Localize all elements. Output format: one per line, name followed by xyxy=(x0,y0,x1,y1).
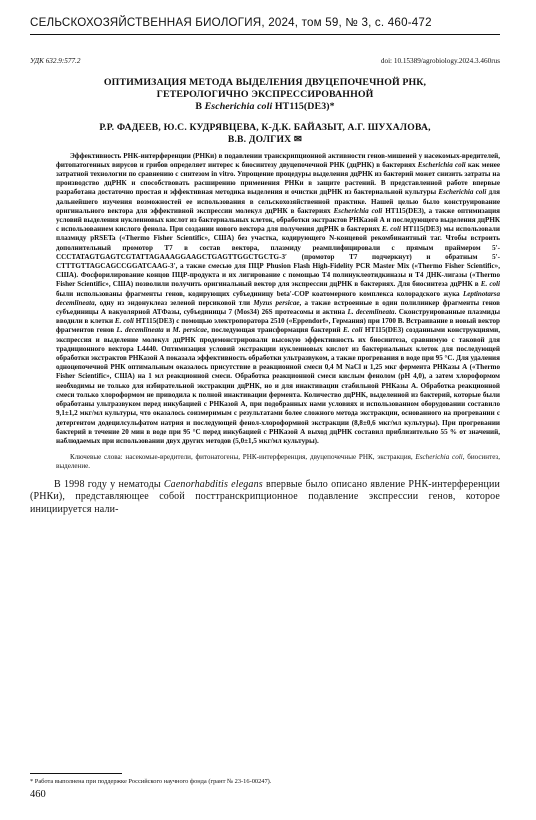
article-title xyxy=(30,77,500,114)
abstract-organism: Escherichia coli xyxy=(417,160,466,169)
abstract-organism: Leptinotarsa decemlineata xyxy=(56,289,500,307)
abstract-text: для дальнейшего изучения возможностей ее использования в сельскохозяйственной практике. Нашей целью было конструирование оригинального вектора для эффективной экспрессии молекул дцРНК в бактериях xyxy=(56,188,500,215)
body-organism: Caenorhabditis elegans xyxy=(163,478,263,490)
keywords-text: , биосинтез, выделение. xyxy=(56,453,500,471)
authors-line-2: В.В. ДОЛГИХ ✉ xyxy=(227,134,303,146)
authors xyxy=(30,122,500,147)
body-paragraph xyxy=(30,479,500,517)
abstract-organism: E. coli xyxy=(114,317,134,326)
abstract-text: HT115(DE3) мы использовали плазмиду pRSETa («Thermo Fisher Scientific», США) без участка, кодирующего N-концевой рекомбинантный таг. Чтобы встроить дополнительный промотор Т7 в состав вектора, плазмиду реамплифицировали с прямым праймером 5′-CCCTATAGTGAGTCGTATTAGAAAGGAAGCTGAGTTGGCTGCTG-3′ (промотор T7 подчеркнут) и обратным 5′-CTTTGTTAGCAGCCGGATCAAG-3′, а также смесью для ПЦР Phusion Flash High-Fidelity PCR Master Mix («Thermo Fisher Scientific», США). Фосфорилирование концов ПЦР-продукта и их лигирование с помощью Т4 полинуклеотидкиназы и Т4 ДНК-лигазы («Thermo Fisher Scientific», США) позволили получить оригинальный вектор для экспрессии дцРНК в бактериях. Для биосинтеза дцРНК в xyxy=(56,225,500,289)
abstract-organism: Escherichia coli xyxy=(333,206,383,215)
abstract-text: . Сконструированные плазмиды вводили в клетки xyxy=(56,308,501,326)
meta-row xyxy=(30,57,500,65)
abstract-organism: E. coli xyxy=(342,326,363,335)
keywords-organism: Escherichia coli xyxy=(415,453,463,462)
abstract xyxy=(56,152,500,447)
abstract-text: HT115(DE3), а также оптимизация условий выделения нуклеиновых кислот из бактериальных клеток, обработки экстрактов РНКазой А и последующего выделения дцРНК с использованием кислого фенола. При создании нового вектора для получения дцРНК в бактериях xyxy=(56,206,501,234)
body-text: впервые было описано явление РНК-интерференции (РНКи), представляющее собой посттранскрипционное подавление экспрессии генов, которое инициируется нали- xyxy=(30,478,500,515)
page xyxy=(30,16,500,516)
running-head: СЕЛЬСКОХОЗЯЙСТВЕННАЯ БИОЛОГИЯ, 2024, том 59, № 3, с. 460-472 xyxy=(30,16,500,35)
title-line-3 xyxy=(30,101,500,113)
keywords-text: Ключевые слова: насекомые-вредители, фитонатогены, РНК-интерференция, двуцепочечные РНК, экстракция, xyxy=(70,453,416,462)
footnote-divider xyxy=(30,773,122,774)
abstract-text: Эффективность РНК-интерференции (РНКи) в подавлении транскрипционной активности генов-мишеней у насекомых-вредителей, фитопатогенных вирусов и грибов определяет интерес к биосинтезу двуцепочечной РНК (дцРНК) в бактериях xyxy=(56,151,500,169)
abstract-text: как менее затратной технологии по сравнению с синтезом in vitro. Упрощение процедуры выделения дцРНК из бактерий может снизить затраты на производство дцРНК и способствовать расширению применения РНКи в защите растений. В представленной работе впервые разработана достаточно простая и эффективная методика выделения и очистки дцРНК из бактериальной культуры xyxy=(56,160,500,197)
abstract-organism: M. persicae xyxy=(172,326,208,335)
abstract-text: и xyxy=(163,326,173,335)
footnote: * Работа выполнена при поддержке Российского научного фонда (грант № 23-16-00247). xyxy=(30,778,272,785)
abstract-organism: L. decemlineata xyxy=(347,308,395,317)
title-line-2: ГЕТЕРОЛОГИЧНО ЭКСПРЕССИРОВАННОЙ xyxy=(156,89,374,101)
abstract-text: , а также встроенные в один полилинкер фрагменты генов субъединицы А вакуолярной АТФазы, субъединицы 7 (Mos34) 26S протеасомы и актина xyxy=(56,298,500,317)
authors-line-1: Р.Р. ФАДЕЕВ, Ю.С. КУДРЯВЦЕВА, К-Д.К. БАЙАЗЫТ, А.Г. ШУХАЛОВА, xyxy=(99,121,431,133)
title-prefix: В xyxy=(195,101,205,113)
udk-code: УДК 632.9:577.2 xyxy=(30,57,81,65)
abstract-organism: E. coli xyxy=(480,280,500,289)
abstract-text: HT115(DE3) созданными конструкциями, экспрессия и выделение молекул дцРНК продемонстрировали высокую эффективность их биосинтеза, сравнимую с таковой для традиционного вектора L4440. Оптимизация условий экстракции нуклеиновых кислот из бактериальных клеток для последующей обработки экстрактов РНКазой А показала эффективность обработки ультразвуком, а также прогревания в воде при 95 °С. Для удаления одноцепочечной РНК оптимальным оказалось присутствие в реакционной смеси 0,4 M NaCl и 1,25 мкг фермента РНКазы А («Thermo Fisher Scientific», США) на 1 мл реакционной смеси. Обработка реакционной смеси кислым фенолом (pH 4,0), а затем хлороформом необходимы не только для избирательной экстракции дцРНК, но и для инактивации стабильной РНКазы А. Обработка реакционной смеси только хлороформом не приводила к полной инактивации фермента. Количество дцРНК, выделенной из бактерий, которые были обработаны ультразвуком перед инкубацией с РНКазой А, при подобранных нами условиях и использованном оборудовании составило 9,1±1,2 мкг/мл культуры, что оказалось соизмеримым с результатами более сложного метода экстракции, основанного на прогревании с детергентом додецилсульфатом натрия и последующей фенол-хлороформной экстракции (8,8±0,6 мкг/мл культуры). При прогревании бактерий в течение 20 мин в воде при 95 °С перед инкубацией с РНКазой А выход дцРНК составил приблизительно 55 % от значений, наблюдаемых при использовании двух других методов (5,0±1,5 мкг/мл культуры). xyxy=(56,326,501,445)
abstract-organism: Escherichia coli xyxy=(438,188,487,197)
body-text: В 1998 году у нематоды xyxy=(54,478,164,490)
title-organism: Escherichia coli xyxy=(204,101,273,113)
title-suffix: HT115(DE3)* xyxy=(272,101,335,113)
abstract-text: были использованы фрагменты генов, кодирующих субъединицу beta′-COP коатомерного комплекса колорадского жука xyxy=(56,289,463,298)
abstract-organism: L. decemlineata xyxy=(116,326,164,335)
abstract-text: , последующая трансформация бактерий xyxy=(207,326,343,335)
title-line-1: ОПТИМИЗАЦИЯ МЕТОДА ВЫДЕЛЕНИЯ ДВУЦЕПОЧЕЧНОЙ РНК, xyxy=(103,77,427,88)
abstract-organism: E. coli xyxy=(381,225,401,234)
abstract-text: , одну из эндонуклеаз зеленой персиковой тли xyxy=(94,298,254,307)
page-number: 460 xyxy=(30,789,46,800)
abstract-organism: Myzus persicae xyxy=(253,298,300,307)
doi[interactable]: doi: 10.15389/agrobiology.2024.3.460rus xyxy=(380,57,500,65)
keywords xyxy=(56,453,500,471)
abstract-text: HT115(DE3) с помощью электропоратора 2510 («Eppendorf», Германия) при 1700 В. Встраивание в новый вектор фрагментов генов xyxy=(56,317,500,335)
